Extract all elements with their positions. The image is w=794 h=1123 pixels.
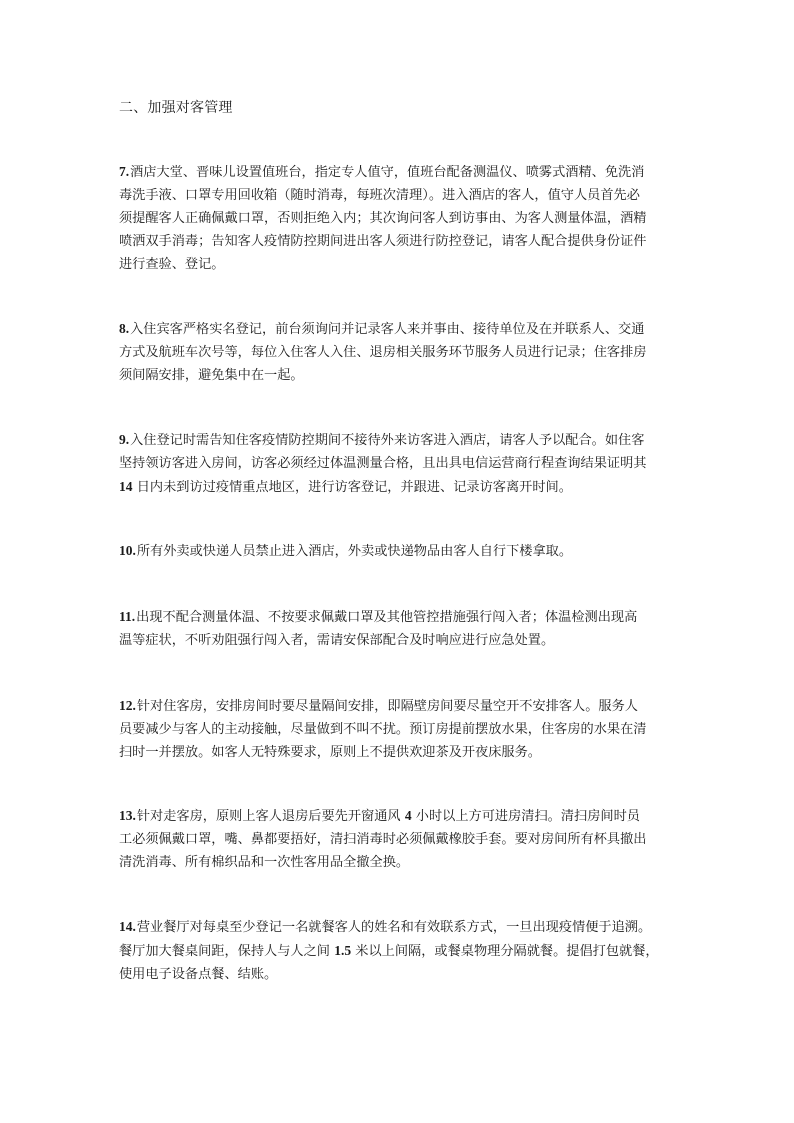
paragraph-line: 员要减少与客人的主动接触，尽量做到不叫不扰。预订房提前摆放水果，住客房的水果在清 [119, 722, 647, 737]
paragraph-line: 方式及航班车次号等，每位入住客人入住、退房相关服务环节服务人员进行记录；住客排房 [119, 345, 647, 360]
paragraph-item-13 [119, 804, 679, 874]
paragraph-line: 喷洒双手消毒；告知客人疫情防控期间进出客人须进行防控登记，请客人配合提供身份证件 [119, 234, 647, 249]
paragraph-line: 进行查验、登记。 [119, 257, 225, 272]
paragraph-line: 坚持领访客进入房间，访客必须经过体温测量合格，且出具电信运营商行程查询结果证明其 [119, 456, 647, 471]
paragraph-item-10 [119, 539, 679, 563]
paragraph-item-12 [119, 694, 679, 764]
paragraph-line: 须间隔安排，避免集中在一起。 [119, 368, 304, 383]
paragraph-line: 毒洗手液、口罩专用回收箱（随时消毒，每班次清理）。进入酒店的客人，值守人员首先必 [119, 188, 640, 203]
item-number: 11. [119, 609, 136, 624]
paragraph-line: 13.针对走客房，原则上客人退房后要先开窗通风 4 小时以上方可进房清扫。清扫房间时员 [119, 808, 640, 824]
paragraph-line: 10.所有外卖或快递人员禁止进入酒店，外卖或快递物品由客人自行下楼拿取。 [119, 543, 573, 559]
paragraph-line: 11.出现不配合测量体温、不按要求佩戴口罩及其他管控措施强行闯入者；体温检测出现高 [119, 609, 638, 625]
paragraph-line: 7.酒店大堂、晋味儿设置值班台，指定专人值守，值班台配备测温仪、喷雾式酒精、免洗消 [119, 164, 645, 180]
item-number: 14. [119, 919, 136, 934]
paragraph-line: 14.营业餐厅对每桌至少登记一名就餐客人的姓名和有效联系方式，一旦出现疫情便于追溯。 [119, 919, 652, 935]
paragraph-line: 9.入住登记时需告知住客疫情防控期间不接待外来访客进入酒店，请客人予以配合。如住客 [119, 432, 645, 448]
paragraph-item-11 [119, 605, 679, 652]
paragraph-line: 温等症状，不听劝阻强行闯入者，需请安保部配合及时响应进行应急处置。 [119, 633, 555, 648]
item-number: 9. [119, 432, 130, 447]
paragraph-item-14 [119, 915, 679, 986]
paragraph-line: 扫时一并摆放。如客人无特殊要求，原则上不提供欢迎茶及开夜床服务。 [119, 745, 541, 760]
paragraph-item-8 [119, 317, 679, 387]
item-number: 7. [119, 164, 130, 179]
item-number: 12. [119, 698, 136, 713]
paragraph-line: 餐厅加大餐桌间距，保持人与人之间 1.5 米以上间隔，或餐桌物理分隔就餐。提倡打包就餐， [119, 943, 659, 959]
item-number: 10. [119, 543, 136, 558]
paragraph-item-7 [119, 160, 679, 276]
paragraph-line: 8.入住宾客严格实名登记，前台须询问并记录客人来并事由、接待单位及在并联系人、交通 [119, 321, 645, 337]
paragraph-line: 工必须佩戴口罩，嘴、鼻都要捂好，清扫消毒时必须佩戴橡胶手套。要对房间所有杯具撤出 [119, 832, 647, 847]
item-number: 13. [119, 808, 136, 823]
paragraph-line: 清洗消毒、所有棉织品和一次性客用品全撤全换。 [119, 855, 410, 870]
item-number: 8. [119, 321, 130, 336]
paragraph-line: 12.针对住客房，安排房间时要尽量隔间安排，即隔壁房间要尽量空开不安排客人。服务人 [119, 698, 638, 714]
section-heading: 二、加强对客管理 [119, 100, 233, 116]
paragraph-line: 14 日内未到访过疫情重点地区，进行访客登记，并跟进、记录访客离开时间。 [119, 479, 572, 495]
paragraph-item-9 [119, 428, 679, 499]
paragraph-line: 使用电子设备点餐、结账。 [119, 967, 278, 982]
paragraph-line: 须提醒客人正确佩戴口罩，否则拒绝入内；其次询问客人到访事由、为客人测量体温，酒精 [119, 211, 647, 226]
